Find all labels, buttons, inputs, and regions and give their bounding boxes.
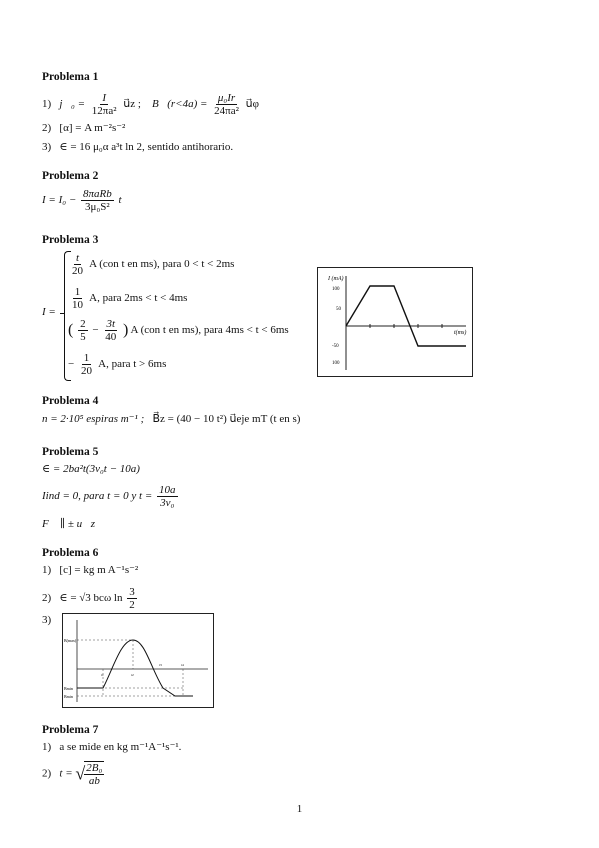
x-tick-label: t3 bbox=[159, 663, 162, 667]
p3-case-2 bbox=[68, 286, 187, 311]
problem-3-title: Problema 3 bbox=[42, 234, 99, 246]
p1-item-2 bbox=[42, 121, 125, 134]
p6-field-graph bbox=[62, 613, 214, 708]
p5-force: F⃗ ∥ ± u⃗z bbox=[42, 518, 95, 530]
problem-2-title: Problema 2 bbox=[42, 170, 99, 182]
case-text: A, para t > 6ms bbox=[98, 358, 167, 371]
y-tick-label: -50 bbox=[332, 344, 339, 349]
p7-item-2 bbox=[42, 761, 106, 787]
x-tick-label: t1 bbox=[101, 673, 104, 677]
y-tick-label: 100 bbox=[332, 361, 340, 366]
current-curve bbox=[346, 286, 466, 346]
item-number: 1) bbox=[42, 564, 52, 576]
equation-lhs: B⃗(r<4a) = bbox=[151, 98, 208, 111]
minus-sign: − bbox=[92, 324, 99, 337]
item-number: 1) bbox=[42, 98, 52, 111]
item-number: 1) bbox=[42, 741, 52, 753]
case-text: A (con t en ms), para 0 < t < 2ms bbox=[89, 258, 235, 271]
equation-rhs: t bbox=[118, 194, 122, 207]
fraction-numerator: 10a bbox=[159, 484, 176, 496]
item-number: 2) bbox=[42, 767, 52, 780]
item-text: a se mide en kg m⁻¹A⁻¹s⁻¹. bbox=[59, 741, 182, 753]
fraction-numerator: μ₀Ir bbox=[217, 92, 236, 104]
problem-7-title: Problema 7 bbox=[42, 724, 99, 736]
p3-case-1 bbox=[68, 252, 234, 277]
x-axis-label: t(ms) bbox=[454, 330, 467, 336]
equation-lhs: t = bbox=[59, 767, 73, 780]
item-text: [α] = A m⁻²s⁻² bbox=[59, 122, 126, 134]
fraction-denominator: 20 bbox=[72, 265, 83, 277]
problem-4-title: Problema 4 bbox=[42, 395, 99, 407]
fraction-denominator: 5 bbox=[80, 331, 86, 343]
fraction-numerator: 1 bbox=[74, 286, 81, 298]
fraction-denominator: 20 bbox=[80, 365, 92, 377]
y-tick-label: 50 bbox=[336, 307, 341, 312]
item-text: ∈ = 16 μ₀α a³t ln 2, sentido antihorario. bbox=[59, 141, 234, 153]
field-equation: B⃗z = (40 − 10 t²) u⃗eje mT (t en s) bbox=[152, 413, 301, 425]
fraction-numerator: 1 bbox=[83, 352, 90, 364]
p2-equation bbox=[42, 188, 122, 213]
y-tick-label: 100 bbox=[332, 287, 340, 292]
p6-item-1 bbox=[42, 563, 138, 576]
item-text: [c] = kg m A⁻¹s⁻² bbox=[59, 564, 139, 576]
p6-graph-svg bbox=[63, 614, 213, 707]
fraction-numerator: t bbox=[75, 252, 80, 264]
fraction-numerator: 2 bbox=[80, 318, 86, 330]
problem-6-title: Problema 6 bbox=[42, 547, 99, 559]
equation-lhs: Iind = 0, para t = 0 y t = bbox=[42, 490, 153, 503]
p5-current-zero bbox=[42, 484, 180, 509]
item-text: ∈ = √3 bcω ln bbox=[59, 592, 123, 605]
equation-rhs: u⃗z ; bbox=[123, 98, 141, 111]
fraction-numerator: 8πaRb bbox=[83, 188, 112, 200]
field-curve bbox=[77, 640, 193, 696]
fraction-denominator: 10 bbox=[72, 299, 83, 311]
p3-case-4 bbox=[68, 352, 166, 377]
p3-current-graph bbox=[317, 267, 473, 377]
fraction-numerator: 2B₀ bbox=[86, 762, 103, 774]
y-tick-label: B(max) bbox=[64, 638, 77, 643]
case-text: A, para 2ms < t < 4ms bbox=[89, 292, 188, 305]
fraction-denominator: 24πa² bbox=[214, 105, 239, 117]
p3-graph-svg bbox=[318, 268, 472, 376]
fraction-numerator: I bbox=[102, 92, 106, 104]
x-tick-label: t4 bbox=[181, 663, 184, 667]
p3-case-3 bbox=[68, 318, 289, 343]
sqrt-icon: √ bbox=[75, 763, 86, 784]
equation-lhs: j⃗₀ = bbox=[59, 98, 86, 111]
p6-item-3-number: 3) bbox=[42, 614, 52, 626]
p5-emf: ∈ = 2ba²t(3v₀t − 10a) bbox=[42, 463, 140, 475]
fraction-numerator: 3t bbox=[106, 318, 116, 330]
equation-rhs: u⃗φ bbox=[245, 98, 259, 111]
paren-open: ( bbox=[68, 321, 74, 339]
p1-item-1 bbox=[42, 92, 259, 117]
paren-close: ) bbox=[123, 321, 129, 339]
x-tick-label: t2 bbox=[131, 673, 134, 677]
y-tick-label: Bmin bbox=[64, 686, 73, 691]
cases-brace-tip bbox=[60, 313, 65, 314]
equation-lhs: I = I₀ − bbox=[42, 194, 77, 207]
page-number: 1 bbox=[296, 803, 303, 815]
fraction-denominator: 12πa² bbox=[91, 105, 117, 117]
fraction-denominator: 2 bbox=[129, 599, 135, 611]
p7-item-1 bbox=[42, 740, 181, 753]
p4-equation bbox=[42, 412, 300, 425]
p6-item-2 bbox=[42, 586, 139, 611]
item-number: 2) bbox=[42, 122, 52, 134]
fraction-denominator: 3μ₀S² bbox=[85, 201, 110, 213]
item-number: 3) bbox=[42, 141, 52, 153]
fraction-denominator: 3v₀ bbox=[160, 497, 175, 509]
turns-density: n = 2·10⁵ espiras m⁻¹ ; bbox=[42, 413, 145, 425]
fraction-numerator: 3 bbox=[129, 586, 135, 598]
case-text: A (con t en ms), para 4ms < t < 6ms bbox=[130, 324, 289, 337]
minus-sign: − bbox=[68, 358, 75, 371]
fraction-denominator: ab bbox=[88, 775, 100, 787]
p1-item-3 bbox=[42, 140, 233, 153]
y-tick-label: Bmin bbox=[64, 694, 73, 699]
problem-5-title: Problema 5 bbox=[42, 446, 99, 458]
fraction-denominator: 40 bbox=[105, 331, 117, 343]
item-number: 2) bbox=[42, 592, 52, 605]
y-axis-label: I (mA) bbox=[328, 276, 344, 282]
p3-lhs: I = bbox=[42, 306, 56, 318]
problem-1-title: Problema 1 bbox=[42, 71, 99, 83]
